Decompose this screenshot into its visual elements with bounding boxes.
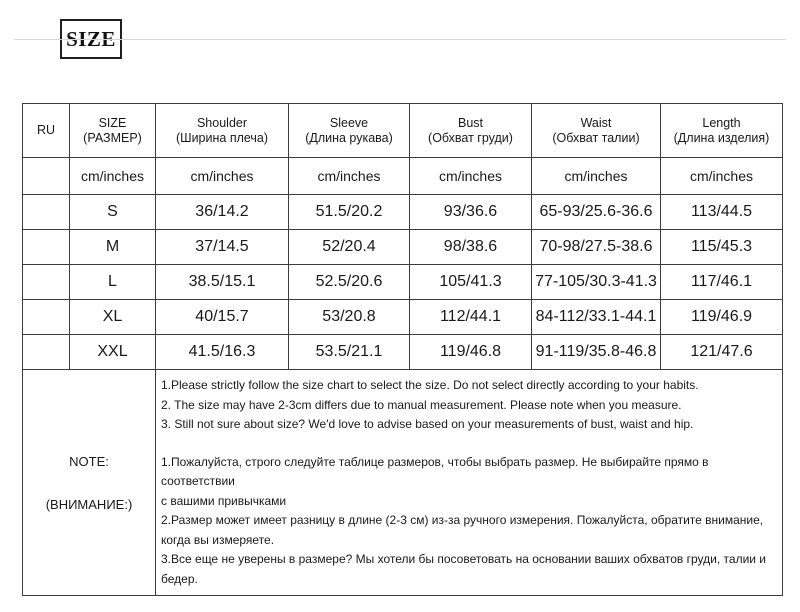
row-blank-cell xyxy=(23,335,70,370)
note-line-ru: 1.Пожалуйста, строго следуйте таблице размеров, чтобы выбрать размер. Не выбирайте прямо в соответствии xyxy=(161,454,709,488)
header-sleeve xyxy=(289,104,410,158)
header-shoulder-en: Shoulder xyxy=(196,115,248,130)
table-row xyxy=(23,335,783,370)
unit-cell: cm/inches xyxy=(532,158,661,195)
header-row xyxy=(23,104,783,158)
header-shoulder-ru: (Ширина плеча) xyxy=(175,130,269,145)
header-waist xyxy=(532,104,661,158)
bust-cell: 112/44.1 xyxy=(410,300,532,335)
unit-cell: cm/inches xyxy=(70,158,156,195)
ru-label: RU xyxy=(23,104,70,158)
header-bust xyxy=(410,104,532,158)
shoulder-cell: 38.5/15.1 xyxy=(156,265,289,300)
bust-cell: 105/41.3 xyxy=(410,265,532,300)
unit-cell: cm/inches xyxy=(410,158,532,195)
row-blank-cell xyxy=(23,265,70,300)
row-blank-cell xyxy=(23,300,70,335)
sleeve-cell: 53.5/21.1 xyxy=(289,335,410,370)
size-cell: L xyxy=(70,265,156,300)
size-cell: M xyxy=(70,230,156,265)
header-size-ru: (РАЗМЕР) xyxy=(83,130,142,145)
note-row xyxy=(23,370,783,596)
bust-cell: 93/36.6 xyxy=(410,195,532,230)
unit-cell-empty xyxy=(23,158,70,195)
header-sleeve-en: Sleeve xyxy=(329,115,369,130)
header-waist-ru: (Обхват талии) xyxy=(552,130,640,145)
shoulder-cell: 37/14.5 xyxy=(156,230,289,265)
waist-cell: 91-119/35.8-46.8 xyxy=(532,335,661,370)
note-line-ru: с вашими привычками xyxy=(161,493,287,508)
header-length xyxy=(661,104,783,158)
length-cell: 113/44.5 xyxy=(661,195,783,230)
sleeve-cell: 52.5/20.6 xyxy=(289,265,410,300)
sleeve-cell: 52/20.4 xyxy=(289,230,410,265)
size-chart-table xyxy=(22,103,783,596)
waist-cell: 84-112/33.1-44.1 xyxy=(532,300,661,335)
header-bust-ru: (Обхват груди) xyxy=(428,130,513,145)
bust-cell: 119/46.8 xyxy=(410,335,532,370)
note-text xyxy=(156,370,783,596)
waist-cell: 77-105/30.3-41.3 xyxy=(532,265,661,300)
page-title: SIZE xyxy=(60,19,122,59)
header-length-en: Length xyxy=(702,115,741,130)
table-row xyxy=(23,265,783,300)
header-divider xyxy=(14,39,786,40)
note-label-en: NOTE: xyxy=(69,453,109,469)
unit-cell: cm/inches xyxy=(156,158,289,195)
note-line-en: 3. Still not sure about size? We'd love to advise based on your measurements of bust, waist and hip. xyxy=(161,417,694,431)
header-shoulder xyxy=(156,104,289,158)
length-cell: 117/46.1 xyxy=(661,265,783,300)
length-cell: 121/47.6 xyxy=(661,335,783,370)
note-line-ru: 2.Размер может имеет разницу в длине (2-3 см) из-за ручного измерения. Пожалуйста, обратите внимание, xyxy=(161,513,764,527)
note-label-ru: (ВНИМАНИЕ:) xyxy=(45,496,133,512)
sleeve-cell: 51.5/20.2 xyxy=(289,195,410,230)
table-row xyxy=(23,230,783,265)
unit-cell: cm/inches xyxy=(661,158,783,195)
length-cell: 115/45.3 xyxy=(661,230,783,265)
header-bust-en: Bust xyxy=(457,115,483,130)
header-waist-en: Waist xyxy=(580,115,612,130)
unit-cell: cm/inches xyxy=(289,158,410,195)
waist-cell: 65-93/25.6-36.6 xyxy=(532,195,661,230)
note-line-en: 1.Please strictly follow the size chart to select the size. Do not select directly according to your habits. xyxy=(161,378,699,392)
unit-row xyxy=(23,158,783,195)
shoulder-cell: 36/14.2 xyxy=(156,195,289,230)
bust-cell: 98/38.6 xyxy=(410,230,532,265)
row-blank-cell xyxy=(23,230,70,265)
size-cell: XL xyxy=(70,300,156,335)
header-size xyxy=(70,104,156,158)
table-row xyxy=(23,300,783,335)
length-cell: 119/46.9 xyxy=(661,300,783,335)
note-line-ru: когда вы измеряете. xyxy=(161,532,275,547)
shoulder-cell: 41.5/16.3 xyxy=(156,335,289,370)
table-row xyxy=(23,195,783,230)
sleeve-cell: 53/20.8 xyxy=(289,300,410,335)
note-line-ru: 3.Все еще не уверены в размере? Мы хотели бы посоветовать на основании ваших обхватов груди, талии и бедер. xyxy=(161,552,767,586)
waist-cell: 70-98/27.5-38.6 xyxy=(532,230,661,265)
row-blank-cell xyxy=(23,195,70,230)
shoulder-cell: 40/15.7 xyxy=(156,300,289,335)
header-length-ru: (Длина изделия) xyxy=(673,130,770,145)
header-size-en: SIZE xyxy=(98,115,127,130)
header-sleeve-ru: (Длина рукава) xyxy=(305,130,393,145)
size-cell: XXL xyxy=(70,335,156,370)
note-line-en: 2. The size may have 2-3cm differs due to manual measurement. Please note when you measure. xyxy=(161,397,682,412)
note-label xyxy=(23,370,156,596)
size-cell: S xyxy=(70,195,156,230)
